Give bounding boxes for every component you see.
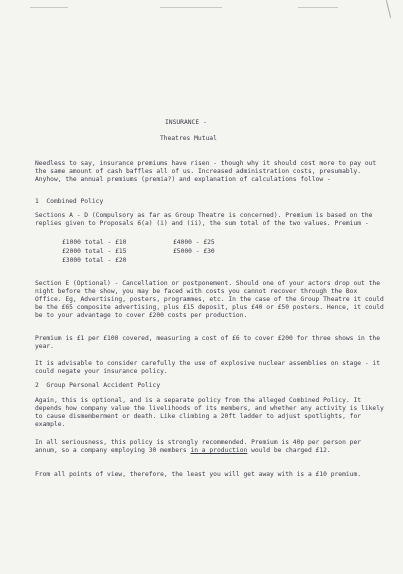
closing-paragraph: From all points of view, therefore, the least you will get away with is a £10 premium. [35, 471, 362, 478]
premium-row-left: £2000 total - £15 [62, 248, 127, 255]
section-1-heading: 1 Combined Policy [35, 198, 104, 205]
premium-paragraph: Premium is £1 per £100 covered, measuring a cost of £6 to cover £200 for three shows in the year. [35, 335, 380, 351]
premium-row-left: £1000 total - £10 [62, 239, 127, 246]
document-subtitle: Theatres Mutual [160, 135, 217, 142]
advisable-paragraph: It is advisable to consider carefully the use of explosive nuclear assemblies on stage - it could negate your insurance policy. [35, 360, 380, 376]
premium-row-left: £3000 total - £20 [62, 257, 127, 264]
seriousness-text-end: would be charged £12. [247, 447, 331, 455]
intro-paragraph: Needless to say, insurance premiums have risen - though why it should cost more to pay out the same amount of cash baffles all of us. Increased administration costs, presumably. Anyhow, the annual premiums (premia?) and explanation of calculations follow - [35, 160, 377, 184]
top-scan-rule [30, 7, 68, 8]
section-e-paragraph: Section E (Optional) - Cancellation or postponement. Should one of your actors drop out the night before the show, you may be faced with costs you cannot recover through the Box Office. Eg, Advertising, posters, programmes, etc. In the case of the Group Theatre it could be the £65 composite advertising, plus £15 deposit, plus £40 or £50 posters. Hence, it could be to your advantage to cover £200 costs per production. [35, 280, 384, 320]
top-scan-rule [298, 7, 338, 8]
seriousness-text-start: In all seriousness, this policy is strongly recommended. Premium is 40p per person per annum, so a company employing 30 members [35, 439, 362, 455]
section-1-paragraph: Sections A - D (Compulsory as far as Group Theatre is concerned). Premium is based on the replies given to Proposals 6(a) (i) and (ii), the sum total of the two values. Premium - [35, 212, 373, 228]
document-title: INSURANCE - [165, 119, 207, 126]
top-scan-rule [160, 7, 222, 8]
page-edge-mark [386, 0, 391, 18]
premium-row-right: £5000 - £30 [173, 248, 215, 255]
underlined-phrase: in a production [190, 447, 248, 455]
section-2-heading: 2 Group Personal Accident Policy [35, 382, 161, 389]
seriousness-paragraph [35, 439, 385, 455]
section-2-paragraph: Again, this is optional, and is a separate policy from the alleged Combined Policy. It depends how company value the livelihoods of its members, and whether any activity is likely to cause dismemberment or death. Like climbing a 20ft ladder to adjust spotlights, for example. [35, 397, 384, 429]
premium-row-right: £4000 - £25 [173, 239, 215, 246]
